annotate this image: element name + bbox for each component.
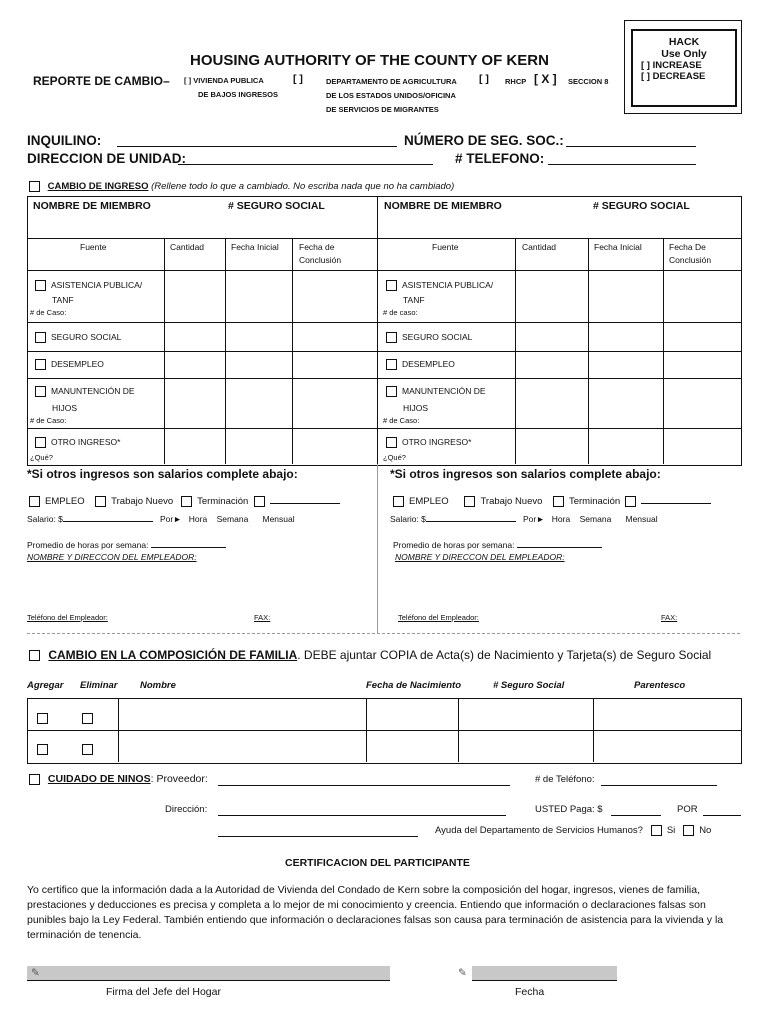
childcare-extra-field[interactable] — [218, 836, 418, 837]
agri-checkbox[interactable]: [ ] — [293, 73, 303, 85]
sub-fuente-right: Fuente — [432, 242, 459, 252]
vivienda-option[interactable]: [ ] VIVIENDA PUBLICA — [184, 76, 264, 85]
asistencia-left[interactable]: ASISTENCIA PUBLICA/ — [35, 280, 142, 291]
manutencion-left-checkbox[interactable] — [35, 386, 46, 397]
col-seguro-social: # Seguro Social — [493, 680, 565, 691]
hack-increase[interactable]: [ ] INCREASE — [641, 60, 702, 71]
sub-fecha-inicial-left: Fecha Inicial — [231, 242, 279, 252]
salario-row-right: Salario: $ Por► Hora Semana Mensual — [390, 514, 658, 524]
ayuda-si-checkbox[interactable] — [651, 825, 662, 836]
desempleo-right[interactable]: DESEMPLEO — [386, 359, 455, 370]
family-row2-agregar[interactable] — [37, 741, 53, 759]
agri-line1: DEPARTAMENTO DE AGRICULTURA — [326, 77, 457, 86]
telefono-field[interactable] — [548, 164, 696, 165]
pencil-icon: ✎ — [458, 967, 467, 979]
seguro-social-left[interactable]: SEGURO SOCIAL — [35, 332, 121, 343]
otro-right[interactable]: OTRO INGRESO* — [386, 437, 471, 448]
childcare-direccion-label: Dirección: — [165, 804, 208, 815]
childcare-checkbox[interactable] — [29, 774, 40, 785]
sub-conclusion-left: Conclusión — [299, 255, 342, 265]
family-row1-eliminar[interactable] — [82, 710, 98, 728]
manutencion-right-checkbox[interactable] — [386, 386, 397, 397]
seguro-social-right-checkbox[interactable] — [386, 332, 397, 343]
desempleo-left[interactable]: DESEMPLEO — [35, 359, 104, 370]
seguro-social-right[interactable]: SEGURO SOCIAL — [386, 332, 472, 343]
hack-title: HACK — [668, 36, 700, 48]
vivienda-checkbox[interactable]: [ ] — [184, 76, 192, 85]
fax-left: FAX: — [254, 613, 271, 622]
desempleo-right-checkbox[interactable] — [386, 359, 397, 370]
col-agregar: Agregar — [27, 680, 64, 691]
tanf-right: TANF — [403, 295, 425, 305]
direccion-label: DIRECCION DE UNIDAD: — [27, 151, 187, 166]
sub-cantidad-left: Cantidad — [170, 242, 205, 252]
childcare-telefono-field[interactable] — [601, 785, 717, 786]
col-parentesco: Parentesco — [634, 680, 686, 691]
family-heading-row — [29, 648, 711, 662]
family-table — [27, 698, 742, 764]
inquilino-field[interactable] — [117, 146, 397, 147]
col-ssn-left: # SEGURO SOCIAL — [228, 200, 325, 212]
rhcp-label: RHCP — [505, 77, 527, 86]
sec8-label: SECCION 8 — [568, 77, 609, 86]
pencil-icon: ✎ — [31, 967, 40, 979]
family-row2-agregar-checkbox[interactable] — [37, 744, 48, 755]
trabajo-nuevo-right-checkbox[interactable] — [464, 496, 475, 507]
hack-use-only: Use Only — [661, 48, 707, 60]
ssn-field[interactable] — [566, 146, 696, 147]
hijos-right: HIJOS — [403, 403, 429, 413]
agri-line3: DE SERVICIOS DE MIGRANTES — [326, 105, 439, 114]
family-row2-eliminar[interactable] — [82, 741, 98, 759]
telefono-label: # TELEFONO: — [455, 151, 545, 166]
sub-fecha-conclusion-right: Fecha De — [669, 242, 706, 252]
otro-left-checkbox[interactable] — [35, 437, 46, 448]
hijos-left: HIJOS — [52, 403, 78, 413]
terminacion-left-checkbox[interactable] — [181, 496, 192, 507]
childcare-telefono-label: # de Teléfono: — [535, 774, 595, 785]
col-nombre: Nombre — [140, 680, 176, 691]
form-title: HOUSING AUTHORITY OF THE COUNTY OF KERN — [190, 52, 549, 69]
manutencion-right[interactable]: MANUNTENCIÓN DE — [386, 386, 486, 397]
que-left: ¿Qué? — [30, 453, 53, 462]
childcare-por-field[interactable] — [703, 815, 741, 816]
income-checkbox[interactable] — [29, 181, 40, 192]
childcare-heading: CUIDADO DE NINOS — [47, 773, 151, 785]
other-left-field[interactable] — [270, 503, 340, 504]
empleo-left-checkbox[interactable] — [29, 496, 40, 507]
report-label: REPORTE DE CAMBIO– — [33, 74, 170, 88]
nombre-empleador-right: NOMBRE Y DIRECCON DEL EMPLEADOR: — [395, 552, 565, 562]
family-heading: CAMBIO EN LA COMPOSICIÓN DE FAMILIA — [48, 648, 298, 662]
income-heading: CAMBIO DE INGRESO — [47, 181, 149, 193]
terminacion-right-checkbox[interactable] — [553, 496, 564, 507]
family-row2-eliminar-checkbox[interactable] — [82, 744, 93, 755]
empleo-row-right: EMPLEO Trabajo Nuevo Terminación — [393, 496, 711, 507]
other-right-checkbox[interactable] — [625, 496, 636, 507]
firma-label: Firma del Jefe del Hogar — [106, 986, 221, 998]
hack-box-outer — [624, 20, 742, 114]
income-table — [27, 196, 742, 466]
ayuda-row: Ayuda del Departamento de Servicios Humanos? Si No — [435, 825, 712, 837]
col-member-left: NOMBRE DE MIEMBRO — [33, 200, 151, 212]
family-checkbox[interactable] — [29, 650, 40, 661]
inquilino-label: INQUILINO: — [27, 133, 102, 148]
family-row1-agregar-checkbox[interactable] — [37, 713, 48, 724]
ayuda-no-checkbox[interactable] — [683, 825, 694, 836]
fecha-field[interactable] — [472, 966, 617, 981]
fax-right: FAX: — [661, 613, 678, 622]
hack-decrease[interactable]: [ ] DECREASE — [641, 71, 706, 82]
employment-heading-right: *Si otros ingresos son salarios complete abajo: — [390, 467, 661, 481]
promedio-left-field[interactable] — [151, 547, 226, 548]
salario-right-field[interactable] — [426, 521, 516, 522]
hack-box — [631, 29, 737, 107]
family-row1-eliminar-checkbox[interactable] — [82, 713, 93, 724]
caso2-right: # de Caso: — [383, 416, 420, 425]
income-heading-row — [29, 181, 454, 192]
ssn-label: NÚMERO DE SEG. SOC.: — [404, 133, 564, 148]
agri-line2: DE LOS ESTADOS UNIDOS/OFICINA — [326, 91, 456, 100]
proveedor-field[interactable] — [218, 785, 510, 786]
rhcp-checkbox[interactable]: [ ] — [479, 73, 489, 85]
nombre-empleador-left: NOMBRE Y DIRECCON DEL EMPLEADOR: — [27, 552, 197, 562]
salario-left-field[interactable] — [63, 521, 153, 522]
trabajo-nuevo-left-checkbox[interactable] — [95, 496, 106, 507]
childcare-heading-row — [29, 773, 208, 785]
family-row1-agregar[interactable] — [37, 710, 53, 728]
sub-fuente-left: Fuente — [80, 242, 107, 252]
direccion-field[interactable] — [178, 164, 433, 165]
other-right-field[interactable] — [641, 503, 711, 504]
otro-right-checkbox[interactable] — [386, 437, 397, 448]
telefono-empleador-right: Teléfono del Empleador: — [398, 613, 479, 622]
promedio-left: Promedio de horas por semana: — [27, 540, 226, 550]
empleo-right-checkbox[interactable] — [393, 496, 404, 507]
firma-field[interactable] — [27, 966, 390, 981]
sub-conclusion-right: Conclusión — [669, 255, 712, 265]
col-ssn-right: # SEGURO SOCIAL — [593, 200, 690, 212]
childcare-direccion-field[interactable] — [218, 815, 506, 816]
empleo-row-left: EMPLEO Trabajo Nuevo Terminación — [29, 496, 340, 507]
sec8-checkbox[interactable]: [ X ] — [534, 72, 557, 86]
promedio-right-field[interactable] — [517, 547, 602, 548]
otro-left[interactable]: OTRO INGRESO* — [35, 437, 120, 448]
col-fecha-nacimiento: Fecha de Nacimiento — [366, 680, 462, 691]
caso-right: # de caso: — [383, 308, 418, 317]
family-instruction: . DEBE ajuntar COPIA de Acta(s) de Nacimiento y Tarjeta(s) de Seguro Social — [297, 648, 712, 662]
caso-left: # de Caso: — [30, 308, 67, 317]
asistencia-right[interactable]: ASISTENCIA PUBLICA/ — [386, 280, 493, 291]
sub-fecha-conclusion-left: Fecha de — [299, 242, 335, 252]
sub-fecha-inicial-right: Fecha Inicial — [594, 242, 642, 252]
manutencion-left[interactable]: MANUNTENCIÓN DE — [35, 386, 135, 397]
childcare-por-label: POR — [677, 804, 698, 815]
salario-row-left: Salario: $ Por► Hora Semana Mensual — [27, 514, 295, 524]
asistencia-right-checkbox[interactable] — [386, 280, 397, 291]
que-right: ¿Qué? — [383, 453, 406, 462]
sub-cantidad-right: Cantidad — [522, 242, 557, 252]
tanf-left: TANF — [52, 295, 74, 305]
certification-body: Yo certifico que la información dada a la Autoridad de Vivienda del Condado de Kern sobre la composición del hogar, ingresos, vienes de familia, prestaciones y deducciones es precisa y completa a lo mejor de mi conocimiento y creencia. Entiendo que información o declaraciones falsas son punibles bajo la Ley Federal. También entiendo que información o declaraciones falsas son causa para terminación de asistencia para la vivienda y la terminación de tenencia. — [27, 884, 724, 941]
telefono-empleador-left: Teléfono del Empleador: — [27, 613, 108, 622]
other-left-checkbox[interactable] — [254, 496, 265, 507]
proveedor-label: : Proveedor: — [150, 773, 208, 785]
asistencia-left-checkbox[interactable] — [35, 280, 46, 291]
col-member-right: NOMBRE DE MIEMBRO — [384, 200, 502, 212]
seguro-social-left-checkbox[interactable] — [35, 332, 46, 343]
caso2-left: # de Caso: — [30, 416, 67, 425]
usted-paga-field[interactable] — [611, 815, 661, 816]
vivienda-line2: DE BAJOS INGRESOS — [198, 90, 279, 99]
usted-paga-label: USTED Paga: $ — [535, 804, 603, 815]
income-note: (Rellene todo lo que a cambiado. No escriba nada que no ha cambiado) — [151, 181, 455, 193]
desempleo-left-checkbox[interactable] — [35, 359, 46, 370]
certification-heading: CERTIFICACION DEL PARTICIPANTE — [285, 857, 470, 869]
employment-heading-left: *Si otros ingresos son salarios complete abajo: — [27, 467, 298, 481]
fecha-label: Fecha — [515, 986, 545, 998]
promedio-right: Promedio de horas por semana: — [393, 540, 602, 550]
col-eliminar: Eliminar — [80, 680, 118, 691]
